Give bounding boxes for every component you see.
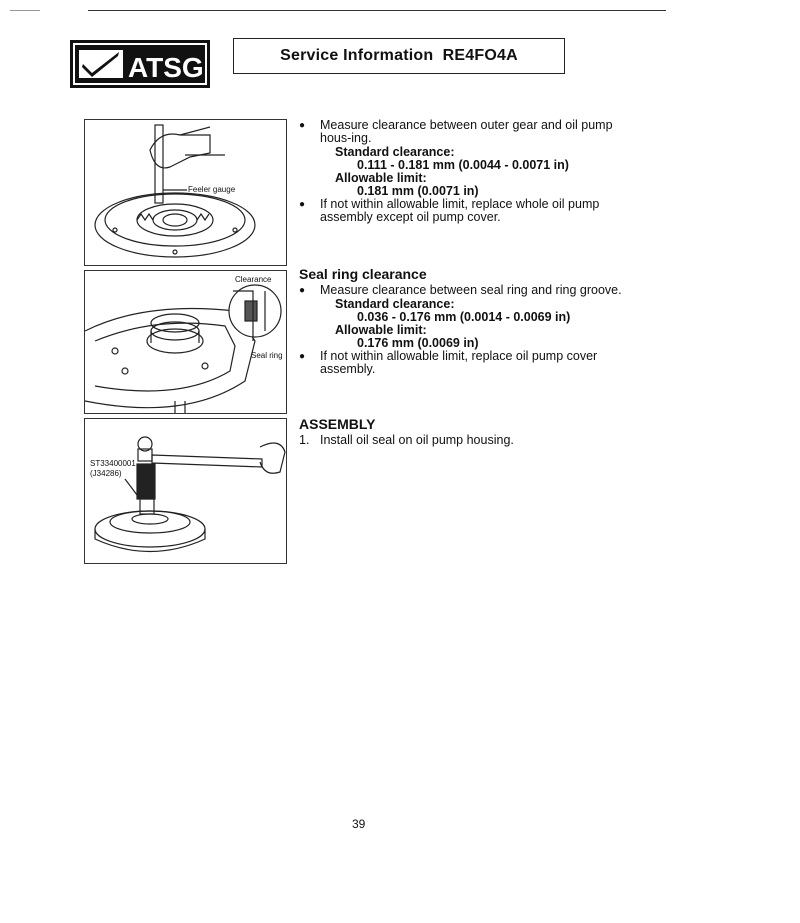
seal-std-clearance-label: Standard clearance: — [335, 297, 455, 311]
label-tool-number: ST33400001 — [90, 459, 136, 468]
logo-text: ATSG — [128, 52, 204, 83]
limit-label: Allowable limit: — [335, 171, 427, 185]
step-text: Install oil seal on oil pump housing. — [320, 433, 514, 447]
assembly-heading: ASSEMBLY — [299, 416, 376, 432]
limit-value: 0.181 mm (0.0071 in) — [357, 184, 479, 198]
label-clearance: Clearance — [235, 275, 272, 284]
section-outer-gear-clearance — [299, 119, 644, 225]
header-title: Service Information — [280, 47, 434, 64]
header-model: RE4FO4A — [442, 47, 518, 64]
bullet-measure-outer-gear: ● Measure clearance between outer gear and oil pump hous-ing. — [299, 119, 644, 145]
seal-limit-label: Allowable limit: — [335, 323, 427, 337]
label-tool-alt: (J34286) — [90, 469, 122, 478]
section-seal-ring-clearance — [299, 268, 644, 377]
top-rule-left — [10, 10, 40, 11]
seal-limit-value: 0.176 mm (0.0069 in) — [357, 336, 479, 350]
std-clearance-label: Standard clearance: — [335, 145, 455, 159]
assembly-step-1 — [299, 434, 644, 447]
std-clearance-value: 0.111 - 0.181 mm (0.0044 - 0.0071 in) — [357, 158, 569, 172]
seal-std-clearance-value: 0.036 - 0.176 mm (0.0014 - 0.0069 in) — [357, 310, 571, 324]
bullet-measure-seal-ring: ● Measure clearance between seal ring and ring groove. — [299, 284, 644, 297]
figure-oil-seal-install — [84, 418, 287, 564]
figure-feeler-gauge — [84, 119, 287, 266]
header-box — [233, 38, 565, 74]
step-number: 1. — [299, 433, 310, 447]
label-feeler-gauge: Feeler gauge — [188, 185, 236, 194]
seal-ring-heading: Seal ring clearance — [299, 266, 427, 282]
page-number: 39 — [352, 817, 366, 831]
checkmark-icon — [79, 50, 123, 78]
bullet-replace-pump: ● If not within allowable limit, replace whole oil pump assembly except oil pump cover. — [299, 198, 644, 224]
label-seal-ring: Seal ring — [251, 351, 283, 360]
top-rule — [88, 10, 666, 11]
bullet-replace-cover: ● If not within allowable limit, replace oil pump cover assembly. — [299, 350, 644, 376]
atsg-logo — [70, 40, 210, 88]
section-assembly — [299, 418, 644, 447]
figure-seal-ring — [84, 270, 287, 414]
